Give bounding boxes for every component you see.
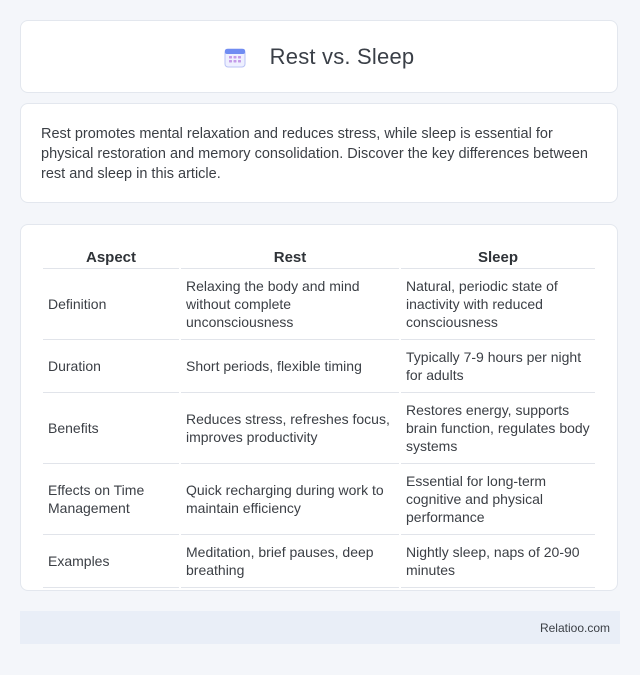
title-card [20,20,618,93]
calendar-icon [224,46,246,68]
header-sleep: Sleep [401,243,595,269]
header-aspect: Aspect [43,243,179,269]
table-row [43,393,595,464]
table-card [20,224,618,591]
table-row [43,535,595,588]
table-row [43,464,595,535]
table-header-row [43,243,595,269]
cell-sleep: Essential for long-term cognitive and physical performance [401,464,595,535]
cell-sleep: Restores energy, supports brain function, regulates body systems [401,393,595,464]
comparison-table [41,243,597,588]
cell-aspect: Effects on Time Management [43,464,179,535]
cell-aspect: Duration [43,340,179,393]
cell-rest: Reduces stress, refreshes focus, improves productivity [181,393,399,464]
title-wrap [224,44,415,70]
cell-sleep: Natural, periodic state of inactivity with reduced consciousness [401,269,595,340]
cell-aspect: Examples [43,535,179,588]
footer-site-link[interactable]: Relatioo.com [539,620,610,635]
header-rest: Rest [181,243,399,269]
cell-rest: Meditation, brief pauses, deep breathing [181,535,399,588]
intro-card [20,103,618,203]
cell-aspect: Definition [43,269,179,340]
cell-rest: Relaxing the body and mind without complete unconsciousness [181,269,399,340]
table-row [43,269,595,340]
cell-sleep: Nightly sleep, naps of 20-90 minutes [401,535,595,588]
table-row [43,340,595,393]
intro-text: Rest promotes mental relaxation and reduces stress, while sleep is essential for physical restoration and memory consolidation. Discover the key differences between rest and sleep in this article. [41,126,588,182]
cell-rest: Quick recharging during work to maintain efficiency [181,464,399,535]
page-title: Rest vs. Sleep [269,43,415,69]
cell-sleep: Typically 7-9 hours per night for adults [401,340,595,393]
cell-aspect: Benefits [43,393,179,464]
cell-rest: Short periods, flexible timing [181,340,399,393]
footer [20,611,620,644]
